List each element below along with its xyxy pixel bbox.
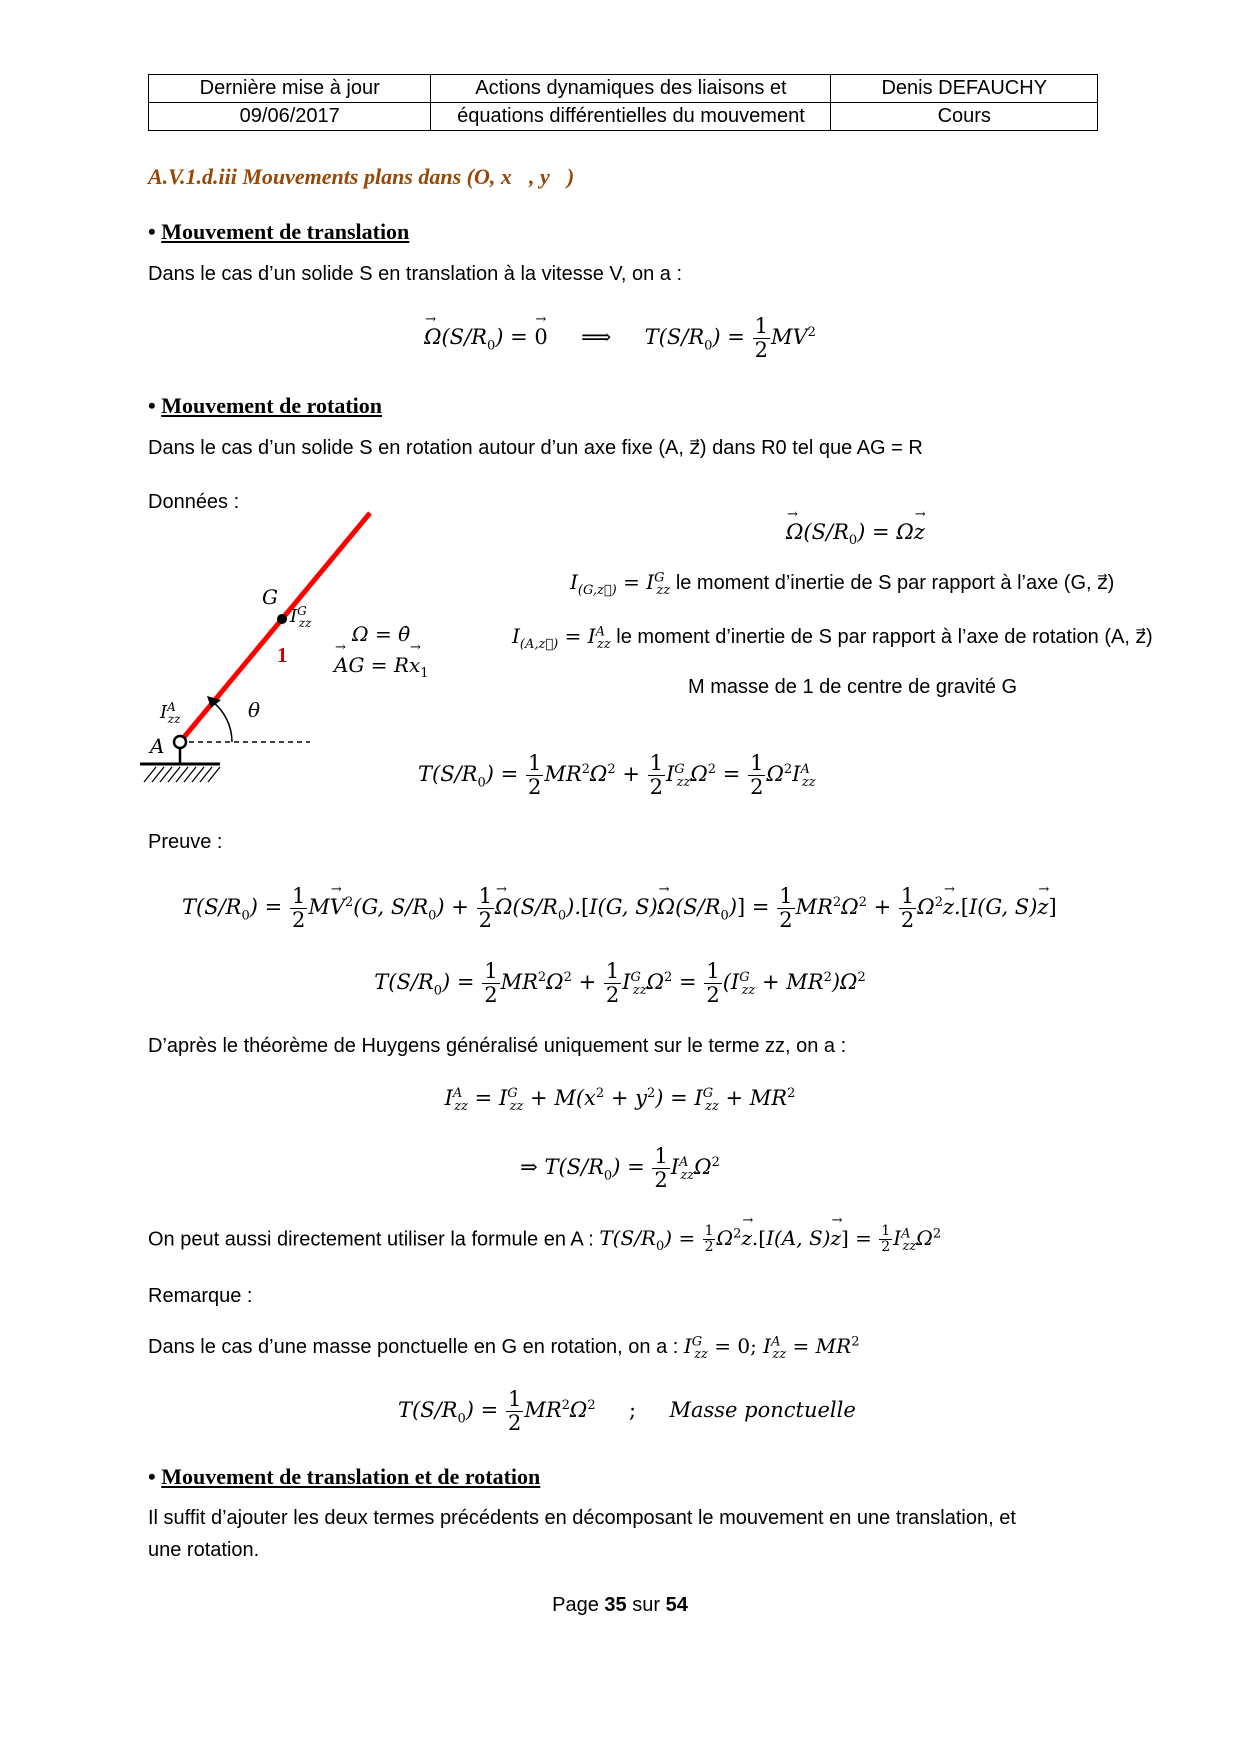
- label-A: A: [150, 734, 165, 758]
- pivot-joint-icon: [174, 736, 186, 748]
- header-author: Denis DEFAUCHY: [831, 75, 1098, 103]
- huygens-text: D’après le théorème de Huygens généralisé uniquement sur le terme zz, on a :: [148, 1035, 847, 1057]
- translation-text: Dans le cas d’un solide S en translation à la vitesse V, on a :: [148, 263, 683, 285]
- header-date: 09/06/2017: [149, 103, 431, 131]
- mass-line: M masse de 1 de centre de gravité G: [688, 676, 1018, 698]
- translation-equation: → $\Omega(S/R_0)$ = → 0 ⟹ $T(S/R_0)$ = $\frac{1}{2}$ $MV^2$: [0, 315, 1240, 362]
- header-table: [148, 74, 1098, 131]
- page-total: 54: [665, 1594, 688, 1616]
- label-theta: θ: [248, 698, 261, 722]
- header-update-label: Dernière mise à jour: [149, 75, 431, 103]
- combined-text-line2: une rotation.: [148, 1539, 260, 1561]
- omega-vector-equation: → $\Omega(S/R_0) = \Omega\to z$: [786, 520, 925, 548]
- bullet-icon: •: [148, 219, 162, 244]
- kinetic-energy-result: $T(S/R_0)$ = $\frac{1}{2}$ $MR^2\Omega^2$ + $\frac{1}{2}$ $I^G_{zz}\Omega^2$ = $\frac{1}{2}$ $\Omega^2I^A_{zz}$: [418, 751, 816, 800]
- proof-equation-2: $T(S/R_0)$ = $\frac{1}{2}$ $MR^2\Omega^2$ + $\frac{1}{2}$ $I^G_{zz}\Omega^2$ = $\frac{1}{2}$ $(I^G_{zz} + MR^2)\Omega^2$: [374, 959, 866, 1008]
- ponctuelle-equation: $T(S/R_0)$ = $\frac{1}{2}$ $MR^2\Omega^2$ ; Masse ponctuelle: [398, 1387, 856, 1436]
- remarque-label: Remarque :: [148, 1285, 253, 1307]
- combined-text-line1: Il suffit d’ajouter les deux termes précédents en décomposant le mouvement en une translation, et: [148, 1507, 1016, 1529]
- proof-equation-1: $T(S/R_0)$ = $\frac{1}{2}$ $M\to V^2(G$, $S/R_0$) + $\frac{1}{2}$ → $\Omega(S/R_0).[I(G$, $S)\to \Omega(S/R_0)$] = $\frac{1}{2}$ $MR^2\Omega^2$ + $\frac{1}{2}$ $\Omega^2\to z.[I(G$, S)→ z]: [182, 885, 1057, 932]
- bullet-icon: •: [148, 1464, 162, 1489]
- donnees-label: Données :: [148, 491, 240, 513]
- huygens-result: ⇒ $T(S/R_0)$ = $\frac{1}{2}$ $I^A_{zz}\Omega^2$: [520, 1144, 720, 1193]
- rotation-text: Dans le cas d’un solide S en rotation autour d’un axe fixe (A, z⃗) dans R0 tel que AG = R: [148, 437, 923, 459]
- equation-omega: Ω = θ̇: [352, 622, 411, 646]
- ponctuelle-label: Masse ponctuelle: [669, 1398, 856, 1423]
- label-body: 1: [277, 643, 288, 667]
- header-title-line2: équations différentielles du mouvement: [431, 103, 831, 131]
- theta-arc: [213, 702, 232, 742]
- header-title-line1: Actions dynamiques des liaisons et: [431, 75, 831, 103]
- rotation-heading: • Mouvement de rotation: [148, 393, 382, 418]
- center-of-gravity-icon: [277, 614, 287, 624]
- inertia-A-line: $I_{(A,z⃗)} = I^A_{zz}$ le moment d’inertie de S par rapport à l’axe de rotation (A, z⃗): [512, 624, 1153, 652]
- combined-text: [148, 1502, 1098, 1566]
- label-Izz-G: $I^G_{zz}$: [290, 604, 312, 630]
- equation-AG: → AG = $R\to x_1$: [334, 653, 429, 681]
- section-title: A.V.1.d.iii Mouvements plans dans (O, x⃗, y⃗): [148, 164, 575, 189]
- solid-bar: [180, 513, 370, 742]
- bullet-icon: •: [148, 393, 162, 418]
- header-type: Cours: [831, 103, 1098, 131]
- formula-A-line: On peut aussi directement utiliser la formule en A : $T(S/R_0)$ = $\frac{1}{2}$ $\Omega^2\to z.[I(A$, S)→ z] = $\frac{1}{2}$ $I^A_{zz}\Omega^2$: [148, 1224, 941, 1256]
- huygens-equation: $I^A_{zz} = I^G_{zz} + M(x^2 + y^2) = I^G_{zz} + MR^2$: [444, 1086, 796, 1115]
- ground-hatch-icon: [144, 767, 220, 782]
- ponctuelle-line: Dans le cas d’une masse ponctuelle en G en rotation, on a : $I^G_{zz} = 0$; $I^A_{zz} = MR^2$: [148, 1334, 860, 1362]
- label-Izz-A: $I^A_{zz}$: [160, 700, 181, 726]
- page-number: 35: [604, 1594, 627, 1616]
- preuve-label: Preuve :: [148, 831, 223, 853]
- page-footer: Page 35 sur 54: [552, 1594, 688, 1616]
- inertia-G-line: $I_{(G,z⃗)} = I^G_{zz}$ le moment d’inertie de S par rapport à l’axe (G, z⃗): [570, 570, 1115, 598]
- label-G: G: [262, 585, 278, 609]
- translation-heading: • Mouvement de translation: [148, 219, 410, 244]
- combined-heading: • Mouvement de translation et de rotation: [148, 1464, 541, 1489]
